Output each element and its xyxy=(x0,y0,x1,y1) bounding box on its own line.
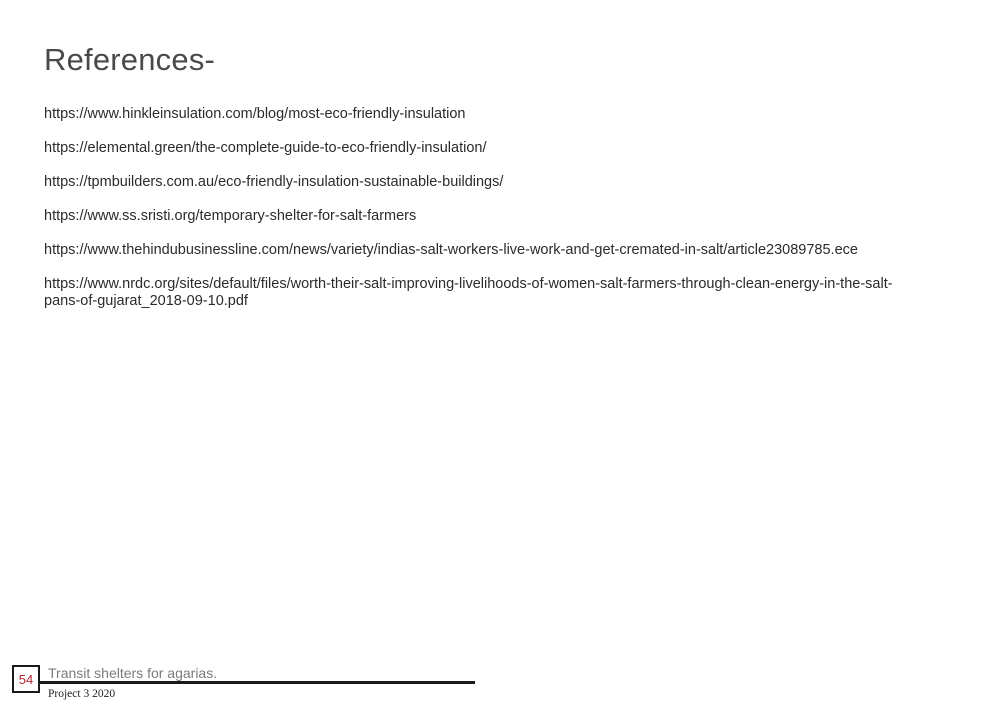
page-number-box xyxy=(12,665,40,693)
reference-item: https://www.ss.sristi.org/temporary-shelter-for-salt-farmers xyxy=(44,208,417,224)
footer-project-subtitle: Project 3 2020 xyxy=(48,688,116,700)
page-title: References- xyxy=(44,42,216,77)
reference-item: https://elemental.green/the-complete-guide-to-eco-friendly-insulation/ xyxy=(44,140,487,156)
reference-item: https://www.hinkleinsulation.com/blog/most-eco-friendly-insulation xyxy=(44,106,466,122)
reference-item: https://www.thehindubusinessline.com/news/variety/indias-salt-workers-live-work-and-get-cremated-in-salt/article23089785.ece xyxy=(44,242,858,258)
reference-item: https://tpmbuilders.com.au/eco-friendly-insulation-sustainable-buildings/ xyxy=(44,174,504,190)
footer-divider xyxy=(40,681,475,684)
reference-list xyxy=(44,106,924,327)
reference-item: https://www.nrdc.org/sites/default/files/worth-their-salt-improving-livelihoods-of-women-salt-farmers-through-clean-energy-in-the-salt-pans-of-gujarat_2018-09-10.pdf xyxy=(44,276,893,309)
footer-project-title: Transit shelters for agarias. xyxy=(48,665,218,681)
page-number: 54 xyxy=(18,671,34,687)
